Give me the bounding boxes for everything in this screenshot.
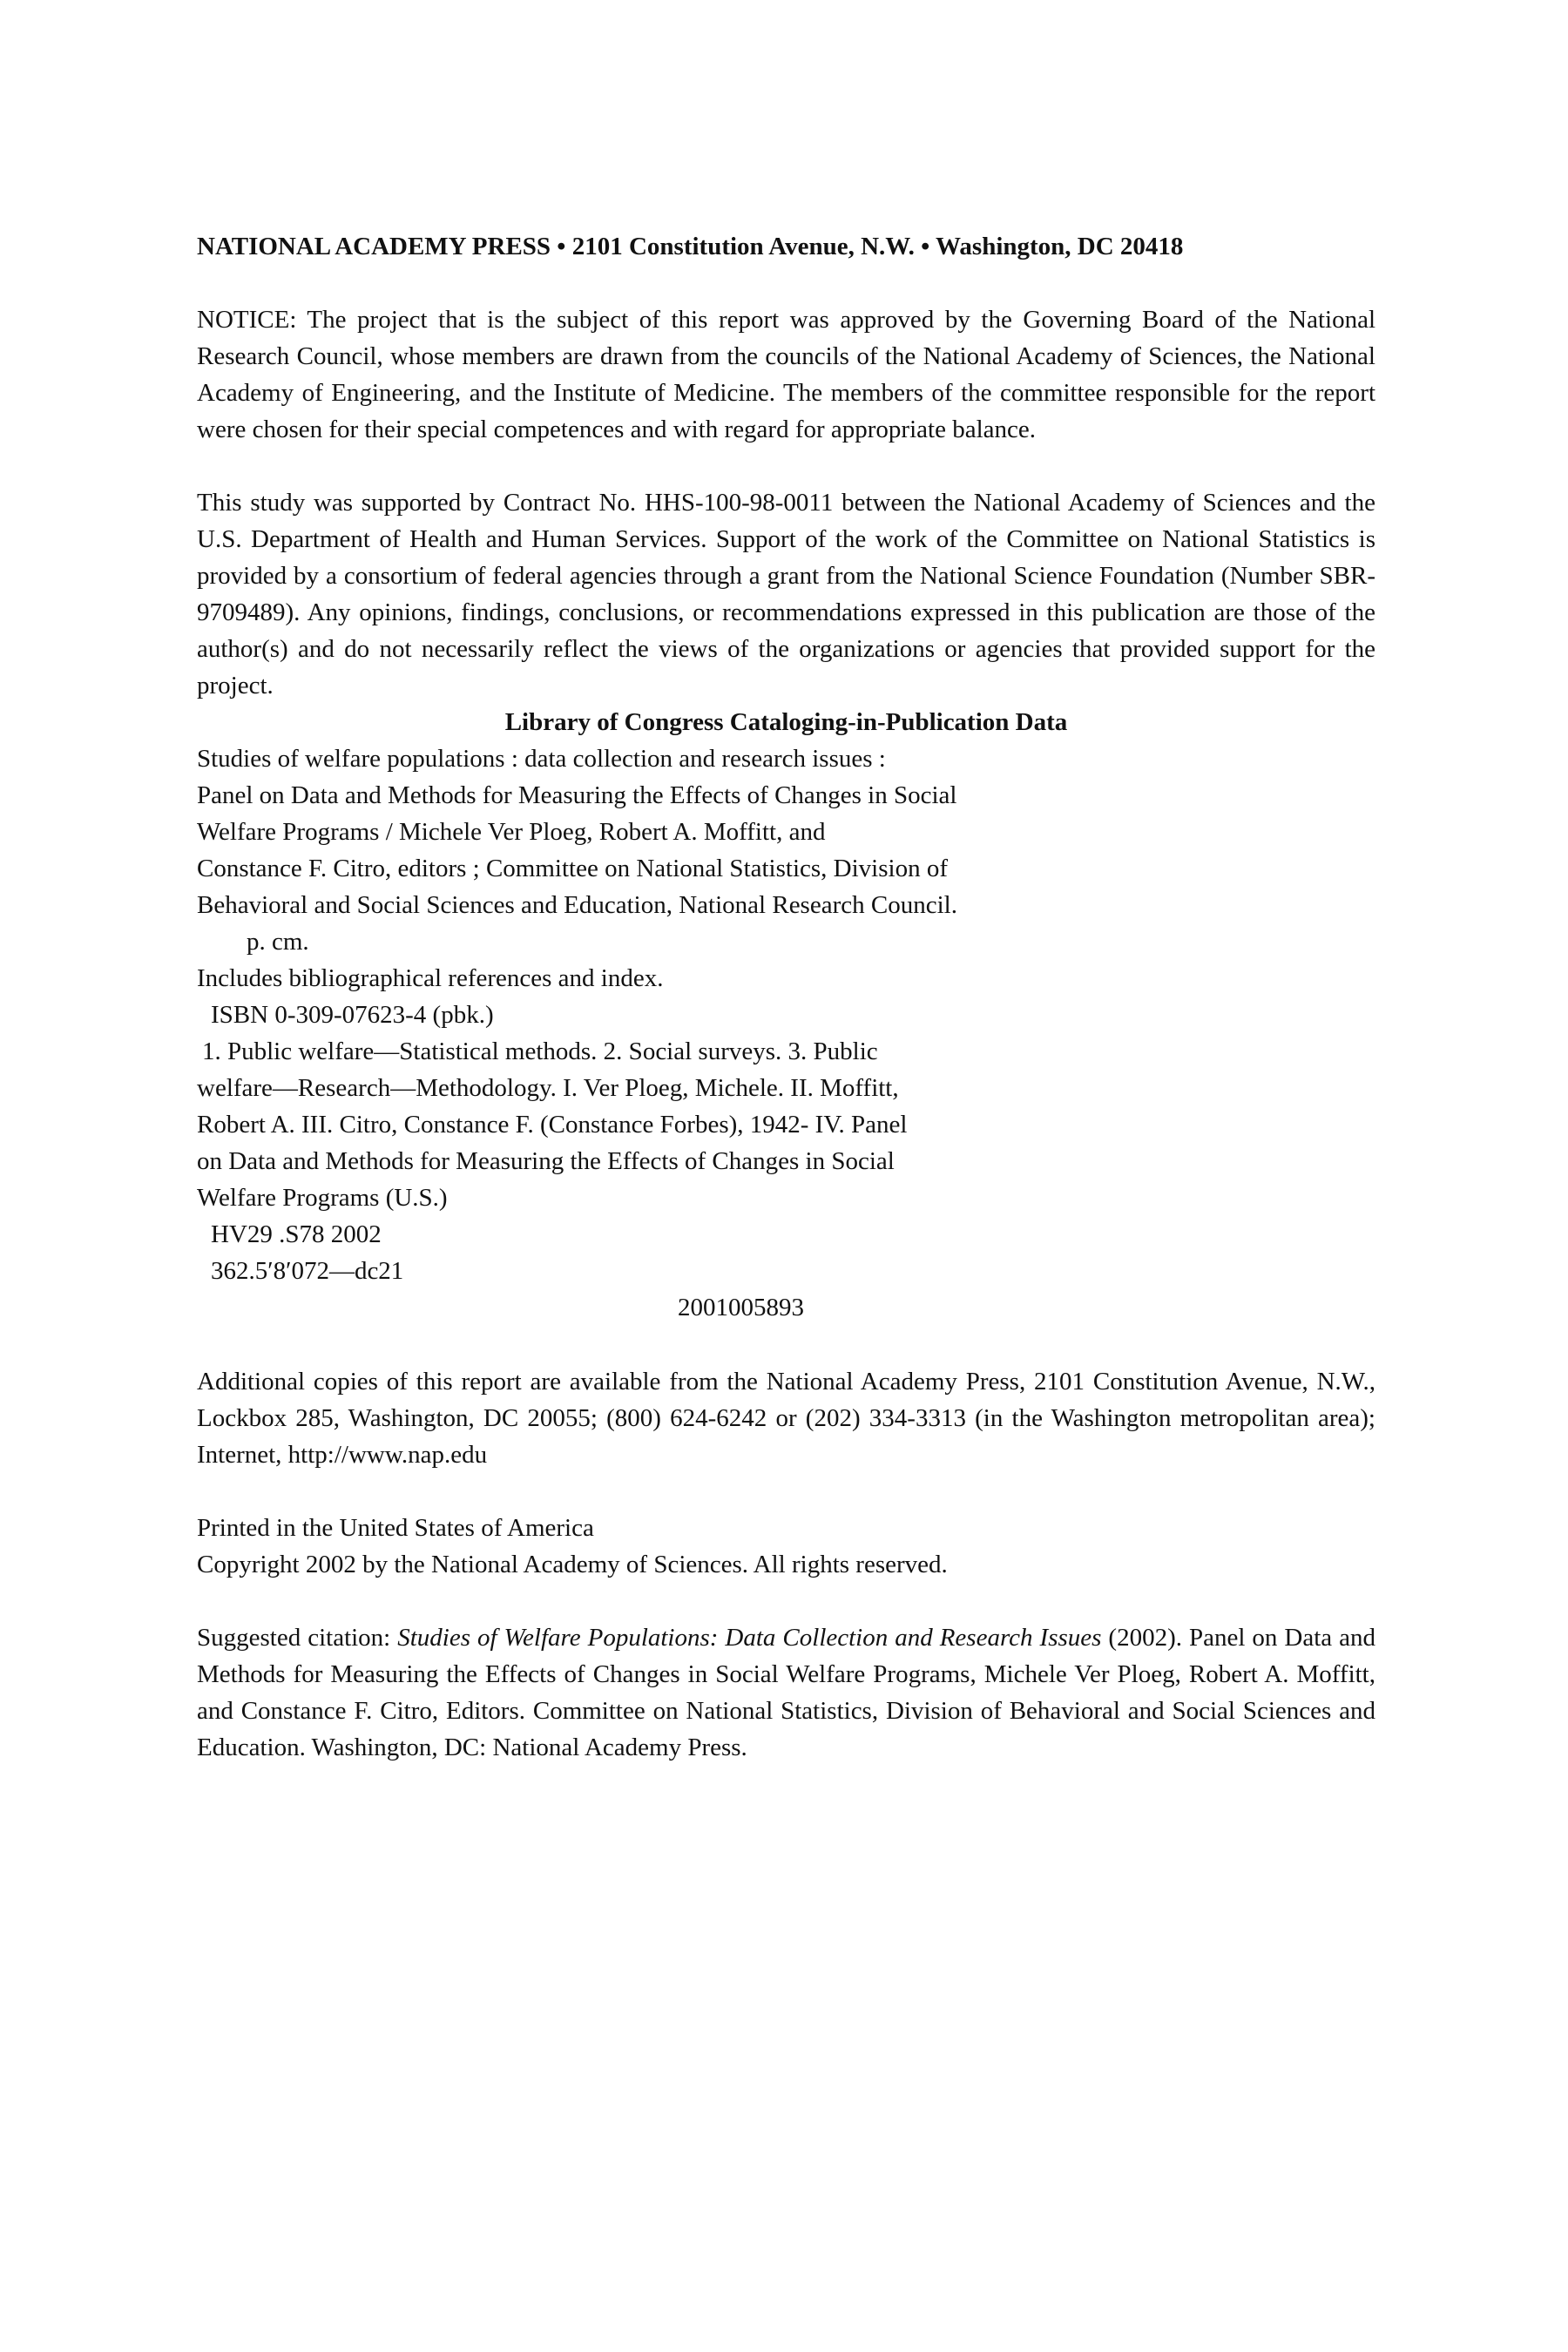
notice-paragraph: NOTICE: The project that is the subject of this report was approved by the Governing Board of the National Research Council, whose members are drawn from the councils of the National Academy of Sciences, the National Academy of Engineering, and the Institute of Medicine. The members of the committee responsible for the report were chosen for their special competences and with regard for appropriate balance.	[197, 306, 1375, 443]
suggested-citation	[197, 1619, 1375, 1766]
cip-subject-line: on Data and Methods for Measuring the Effects of Changes in Social	[197, 1147, 895, 1175]
cip-title-line: Constance F. Citro, editors ; Committee on National Statistics, Division of	[197, 855, 948, 882]
availability-paragraph: Additional copies of this report are available from the National Academy Press, 2101 Constitution Avenue, N.W., Lockbox 285, Washington, DC 20055; (800) 624-6242 or (202) 334-3313 (in the Washington metropolitan area); Internet, http://www.nap.edu	[197, 1368, 1375, 1469]
cip-dewey-number: 362.5′8′072—dc21	[211, 1257, 404, 1285]
citation-prefix: Suggested citation:	[197, 1624, 398, 1652]
cip-title-line: Behavioral and Social Sciences and Education, National Research Council.	[197, 891, 957, 919]
printed-in-line: Printed in the United States of America	[197, 1514, 594, 1542]
cip-subject-line: welfare—Research—Methodology. I. Ver Ploeg, Michele. II. Moffitt,	[197, 1074, 899, 1102]
cip-subject-line: Robert A. III. Citro, Constance F. (Constance Forbes), 1942- IV. Panel	[197, 1111, 908, 1139]
citation-rest: (2002). Panel on Data and Methods for Measuring the Effects of Changes in Social Welfare Programs, Michele Ver Ploeg, Robert A. Moffitt, and Constance F. Citro, Editors. Committee on National Statistics, Division of Behavioral and Social Sciences and Education. Washington, DC: National Academy Press.	[197, 1624, 1375, 1761]
support-paragraph: This study was supported by Contract No. HHS-100-98-0011 between the National Academy of Sciences and the U.S. Department of Health and Human Services. Support of the work of the Committee on National Statistics is provided by a consortium of federal agencies through a grant from the National Science Foundation (Number SBR-9709489). Any opinions, findings, conclusions, or recommendations expressed in this publication are those of the author(s) and do not necessarily reflect the views of the organizations or agencies that provided support for the project.	[197, 489, 1375, 700]
copyright-page	[197, 228, 1375, 1766]
cip-lccn: 2001005893	[678, 1294, 804, 1321]
publisher-address-header: NATIONAL ACADEMY PRESS • 2101 Constitution Avenue, N.W. • Washington, DC 20418	[197, 233, 1184, 260]
cip-isbn: ISBN 0-309-07623-4 (pbk.)	[211, 1001, 494, 1029]
cip-title-line: Studies of welfare populations : data collection and research issues :	[197, 745, 886, 773]
cip-subject-line: Welfare Programs (U.S.)	[197, 1184, 448, 1212]
cip-heading: Library of Congress Cataloging-in-Publication Data	[504, 708, 1068, 736]
cip-title-line: Panel on Data and Methods for Measuring the Effects of Changes in Social	[197, 781, 957, 809]
cip-physical-description: p. cm.	[247, 928, 309, 956]
cip-bibliography-note: Includes bibliographical references and index.	[197, 964, 664, 992]
cip-record	[197, 740, 1375, 1326]
copyright-line: Copyright 2002 by the National Academy of Sciences. All rights reserved.	[197, 1551, 948, 1578]
cip-subject-line: 1. Public welfare—Statistical methods. 2. Social surveys. 3. Public	[202, 1037, 878, 1065]
cip-title-line: Welfare Programs / Michele Ver Ploeg, Robert A. Moffitt, and	[197, 818, 826, 846]
citation-title: Studies of Welfare Populations: Data Collection and Research Issues	[397, 1624, 1102, 1652]
printing-block	[197, 1510, 1375, 1583]
cip-call-number: HV29 .S78 2002	[211, 1220, 382, 1248]
